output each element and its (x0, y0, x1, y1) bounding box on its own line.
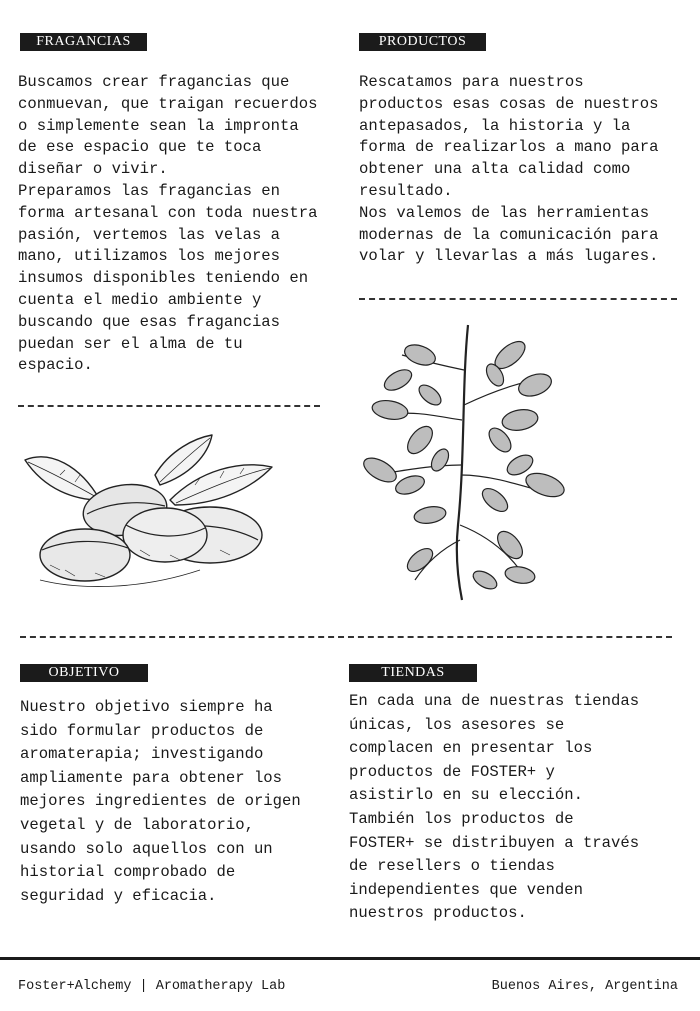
section-label-fragancias: FRAGANCIAS (20, 33, 147, 51)
section-label-productos: PRODUCTOS (359, 33, 486, 51)
divider-left (18, 405, 320, 407)
footer-location: Buenos Aires, Argentina (491, 979, 678, 994)
tiendas-text: En cada una de nuestras tiendas únicas, los asesores se complacen en presentar los productos de FOSTER+ y asistirlo en su elección. También los productos de FOSTER+ se distribuyen a través de resellers o tiendas independientes que venden nuestros productos. (349, 692, 640, 923)
coffee-beans-illustration (20, 430, 280, 590)
productos-text: Rescatamos para nuestros productos esas cosas de nuestros antepasados, la historia y la forma de realizarlos a mano para obtener una alta calidad como resultado. Nos valemos de las herramientas modernas de la comunicación para volar y llevarlas a más lugares. (359, 73, 659, 266)
section-label-tiendas: TIENDAS (349, 664, 477, 682)
footer-brand: Foster+Alchemy | Aromatherapy Lab (18, 979, 286, 994)
divider-full (20, 636, 672, 638)
objetivo-text: Nuestro objetivo siempre ha sido formular productos de aromaterapia; investigando ampliamente para obtener los mejores ingredientes de origen vegetal y de laboratorio, usando solo aquellos con un historial comprobado de seguridad y eficacia. (20, 698, 301, 905)
divider-right (359, 298, 677, 300)
fragancias-text: Buscamos crear fragancias que conmuevan, que traigan recuerdos o simplemente sean la impronta de ese espacio que te toca diseñar o vivir. Preparamos las fragancias en forma artesanal con toda nuestra pasión, vertemos las velas a mano, utilizamos los mejores insumos disponibles teniendo en cuenta el medio ambiente y buscando que esas fragancias puedan ser el alma de tu espacio. (18, 73, 318, 375)
section-label-objetivo: OBJETIVO (20, 664, 148, 682)
footer-rule (0, 957, 700, 960)
leafy-branch-illustration (360, 325, 580, 600)
